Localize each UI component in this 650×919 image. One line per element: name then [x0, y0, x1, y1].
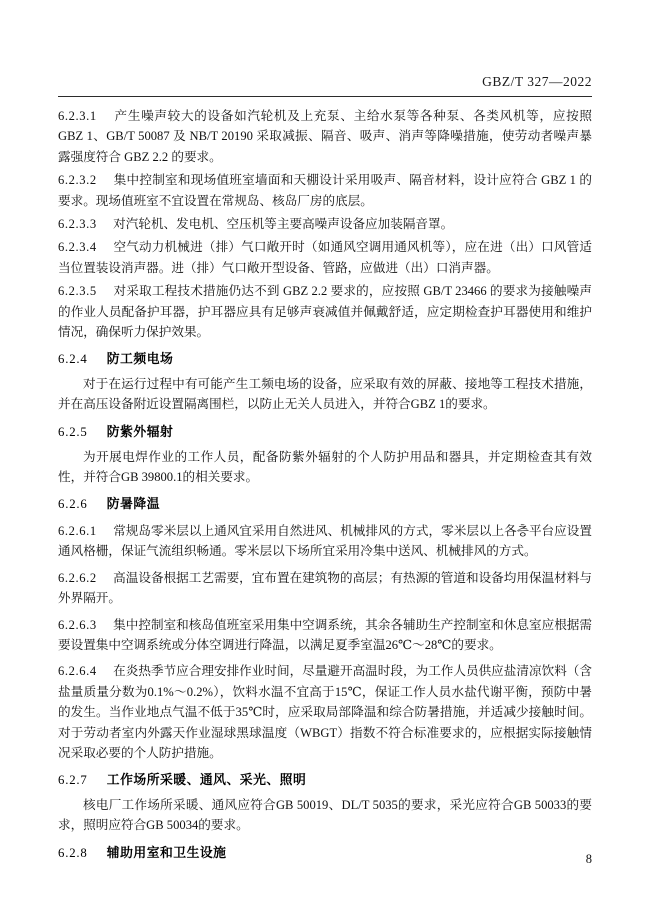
section-number: 6.2.5: [58, 424, 88, 439]
section-heading: [58, 770, 592, 791]
section-title: 防暑降温: [106, 497, 160, 512]
clause-paragraph: [58, 237, 592, 278]
clause-paragraph: [58, 521, 592, 562]
clause-number: 6.2.6.3: [58, 617, 97, 632]
clause-text: 对采取工程技术措施仍达不到 GBZ 2.2 要求的，应按照 GB/T 23466 的要求为接触噪声的作业人员配备护耳器，护耳器应具有足够声衰减值并佩戴舒适，应定期检查护耳器使用和维护情况，确保听力保护效果。: [58, 284, 593, 339]
section-number: 6.2.6: [58, 497, 88, 512]
clause-number: 6.2.6.1: [58, 524, 97, 539]
page-content: [58, 106, 592, 868]
clause-text: 集中控制室和核岛值班室采用集中空调系统，其余各辅助生产控制室和休息室应根据需要设置集中空调系统或分体空调进行降温，以满足夏季室温26℃～28℃的要求。: [58, 617, 592, 652]
page-number: 8: [585, 852, 592, 866]
page-header-standard-id: GBZ/T 327—2022: [482, 74, 592, 89]
section-title: 防工频电场: [106, 352, 174, 367]
clause-paragraph: [58, 170, 592, 211]
clause-paragraph: [58, 615, 592, 656]
section-heading: [58, 349, 592, 370]
section-title: 辅助用室和卫生设施: [106, 845, 227, 860]
clause-paragraph: [58, 568, 592, 609]
clause-text: 产生噪声较大的设备如汽轮机及上充泵、主给水泵等各种泵、各类风机等，应按照 GBZ 1、GB/T 50087 及 NB/T 20190 采取减振、隔音、吸声、消声等降噪措施，使劳动者噪声暴露强度符合 GBZ 2.2 的要求。: [58, 109, 592, 164]
clause-paragraph: [58, 106, 592, 167]
clause-paragraph: [58, 281, 592, 342]
section-number: 6.2.8: [58, 845, 88, 860]
section-paragraph: 为开展电焊作业的工作人员，配备防紫外辐射的个人防护用品和器具，并定期检查其有效性，并符合GB 39800.1的相关要求。: [58, 449, 592, 484]
section-paragraph: 核电厂工作场所采暖、通风应符合GB 50019、DL/T 5035的要求，采光应符合GB 50033的要求，照明应符合GB 50034的要求。: [58, 798, 592, 833]
section-heading: [58, 494, 592, 515]
clause-text: 集中控制室和现场值班室墙面和天棚设计采用吸声、隔音材料，设计应符合 GBZ 1 的要求。现场值班室不宜设置在常规岛、核岛厂房的底层。: [58, 173, 592, 208]
clause-number: 6.2.6.4: [58, 664, 97, 679]
clause-number: 6.2.3.4: [58, 240, 97, 255]
section-number: 6.2.4: [58, 352, 88, 367]
clause-paragraph: [58, 214, 592, 234]
section-title: 工作场所采暖、通风、采光、照明: [106, 773, 307, 788]
clause-text: 在炎热季节应合理安排作业时间，尽量避开高温时段，为工作人员供应盐清凉饮料（含盐量质量分数为0.1%～0.2%），饮料水温不宜高于15℃，保证工作人员水盐代谢平衡，预防中暑的发生。当作业地点气温不低于35℃时，应采取局部降温和综合防暑措施，并适减少接触时间。对于劳动者室内外露天作业湿球黑球温度（WBGT）指数不符合标准要求的，应根据实际接触情况采取必要的个人防护措施。: [58, 664, 592, 760]
clause-text: 高温设备根据工艺需要，宜布置在建筑物的高层；有热源的管道和设备均用保温材料与外界隔开。: [58, 570, 592, 606]
section-number: 6.2.7: [58, 773, 88, 788]
clause-number: 6.2.3.5: [58, 284, 97, 299]
clause-paragraph: [58, 661, 592, 763]
section-title: 防紫外辐射: [106, 424, 174, 439]
clause-number: 6.2.3.3: [58, 216, 97, 231]
clause-number: 6.2.6.2: [58, 570, 97, 585]
clause-number: 6.2.3.1: [58, 109, 97, 123]
section-heading: [58, 422, 592, 443]
clause-text: 常规岛零米层以上通风宜采用自然进风、机械排风的方式，零米层以上各층平台应设置通风格栅，保证气流组织畅通。零米层以下场所宜采用冷集中送风、机械排风的方式。: [58, 524, 592, 559]
clause-number: 6.2.3.2: [58, 173, 97, 188]
section-heading: [58, 843, 592, 864]
section-paragraph: 对于在运行过程中有可能产生工频电场的设备，应采取有效的屏蔽、接地等工程技术措施，并在高压设备附近设置隔离围栏，以防止无关人员进入，并符合GBZ 1的要求。: [58, 377, 592, 412]
clause-text: 对汽轮机、发电机、空压机等主要高噪声设备应加装隔音罩。: [113, 216, 454, 231]
header-divider: [58, 96, 592, 97]
clause-text: 空气动力机械进（排）气口敞开时（如通风空调用通风机等），应在进（出）口风管适当位置装设消声器。进（排）气口敞开型设备、管路，应做进（出）口消声器。: [58, 240, 593, 275]
